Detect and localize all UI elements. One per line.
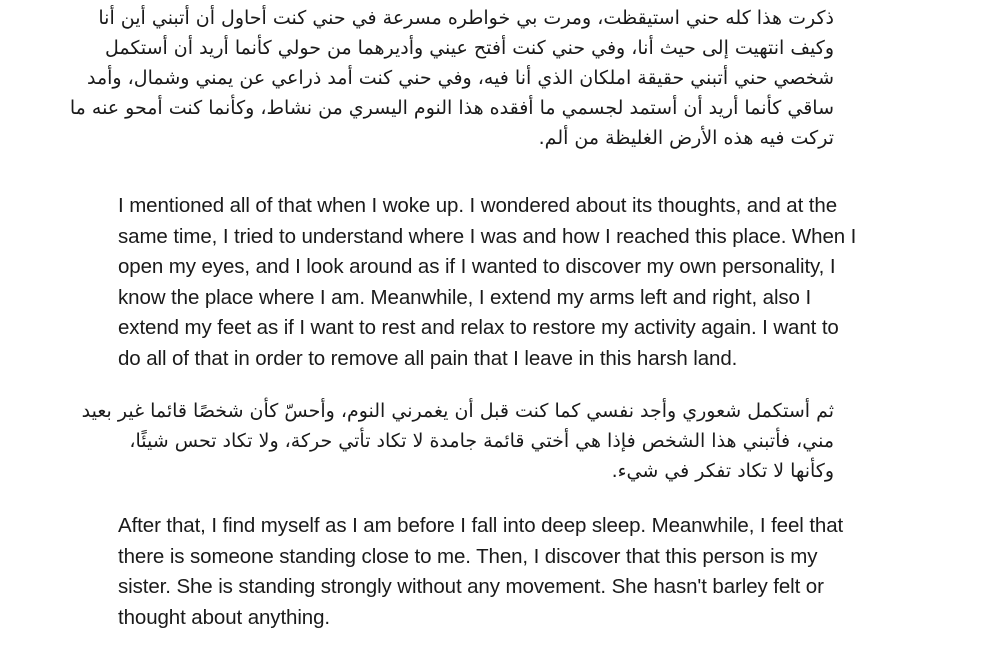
paragraph-line: know the place where I am. Meanwhile, I extend my arms left and right, also I bbox=[118, 285, 812, 309]
paragraph-line: شخصي حني أتبني حقيقة املكان الذي أنا فيه، وفي حني كنت أمد ذراعي عن يمني وشمال، وأمد bbox=[86, 67, 834, 89]
paragraph-line: ذكرت هذا كله حني استيقظت، ومرت بي خواطره مسرعة في حني كنت أحاول أن أتبني أين أنا bbox=[98, 7, 834, 29]
paragraph-line: there is someone standing close to me. Then, I discover that this person is my bbox=[118, 544, 818, 568]
paragraph-line: ساقي كأنما أريد أن أستمد لجسمي ما أفقده هذا النوم اليسري من نشاط، وكأنما كنت أمحو عنه ما bbox=[69, 97, 834, 119]
english-paragraph-2 bbox=[118, 511, 878, 633]
paragraph-line: وكأنها لا تكاد تفكر في شيء. bbox=[611, 460, 834, 482]
paragraph-line: sister. She is standing strongly without any movement. She hasn't barley felt or bbox=[118, 575, 824, 598]
paragraph-line: After that, I find myself as I am before I fall into deep sleep. Meanwhile, I feel that bbox=[118, 514, 844, 537]
paragraph-line: do all of that in order to remove all pain that I leave in this harsh land. bbox=[118, 346, 738, 370]
paragraph-line: ثم أستكمل شعوري وأجد نفسي كما كنت قبل أن يغمرني النوم، وأحسّ كأن شخصًا قائما غير بعيد bbox=[81, 400, 834, 422]
english-paragraph-1 bbox=[118, 191, 878, 374]
paragraph-line: open my eyes, and I look around as if I wanted to discover my own personality, I bbox=[118, 255, 836, 278]
paragraph-line: مني، فأتبني هذا الشخص فإذا هي أختي قائمة جامدة لا تكاد تأتي حركة، ولا تكاد تحس شيئًا، bbox=[129, 430, 834, 452]
paragraph-line: I mentioned all of that when I woke up. I wondered about its thoughts, and at the bbox=[118, 194, 837, 217]
paragraph-line: وكيف انتهيت إلى حيث أنا، وفي حني كنت أفتح عيني وأديرهما من حولي كأنما أريد أن أستكمل bbox=[104, 37, 834, 59]
paragraph-line: extend my feet as if I want to rest and relax to restore my activity again. I want to bbox=[118, 316, 839, 339]
arabic-paragraph-2 bbox=[81, 396, 834, 486]
paragraph-line: same time, I tried to understand where I was and how I reached this place. When I bbox=[118, 224, 857, 248]
paragraph-line: تركت فيه هذه الأرض الغليظة من ألم. bbox=[538, 127, 834, 149]
paragraph-line: thought about anything. bbox=[118, 605, 330, 629]
arabic-paragraph-1 bbox=[69, 3, 834, 153]
